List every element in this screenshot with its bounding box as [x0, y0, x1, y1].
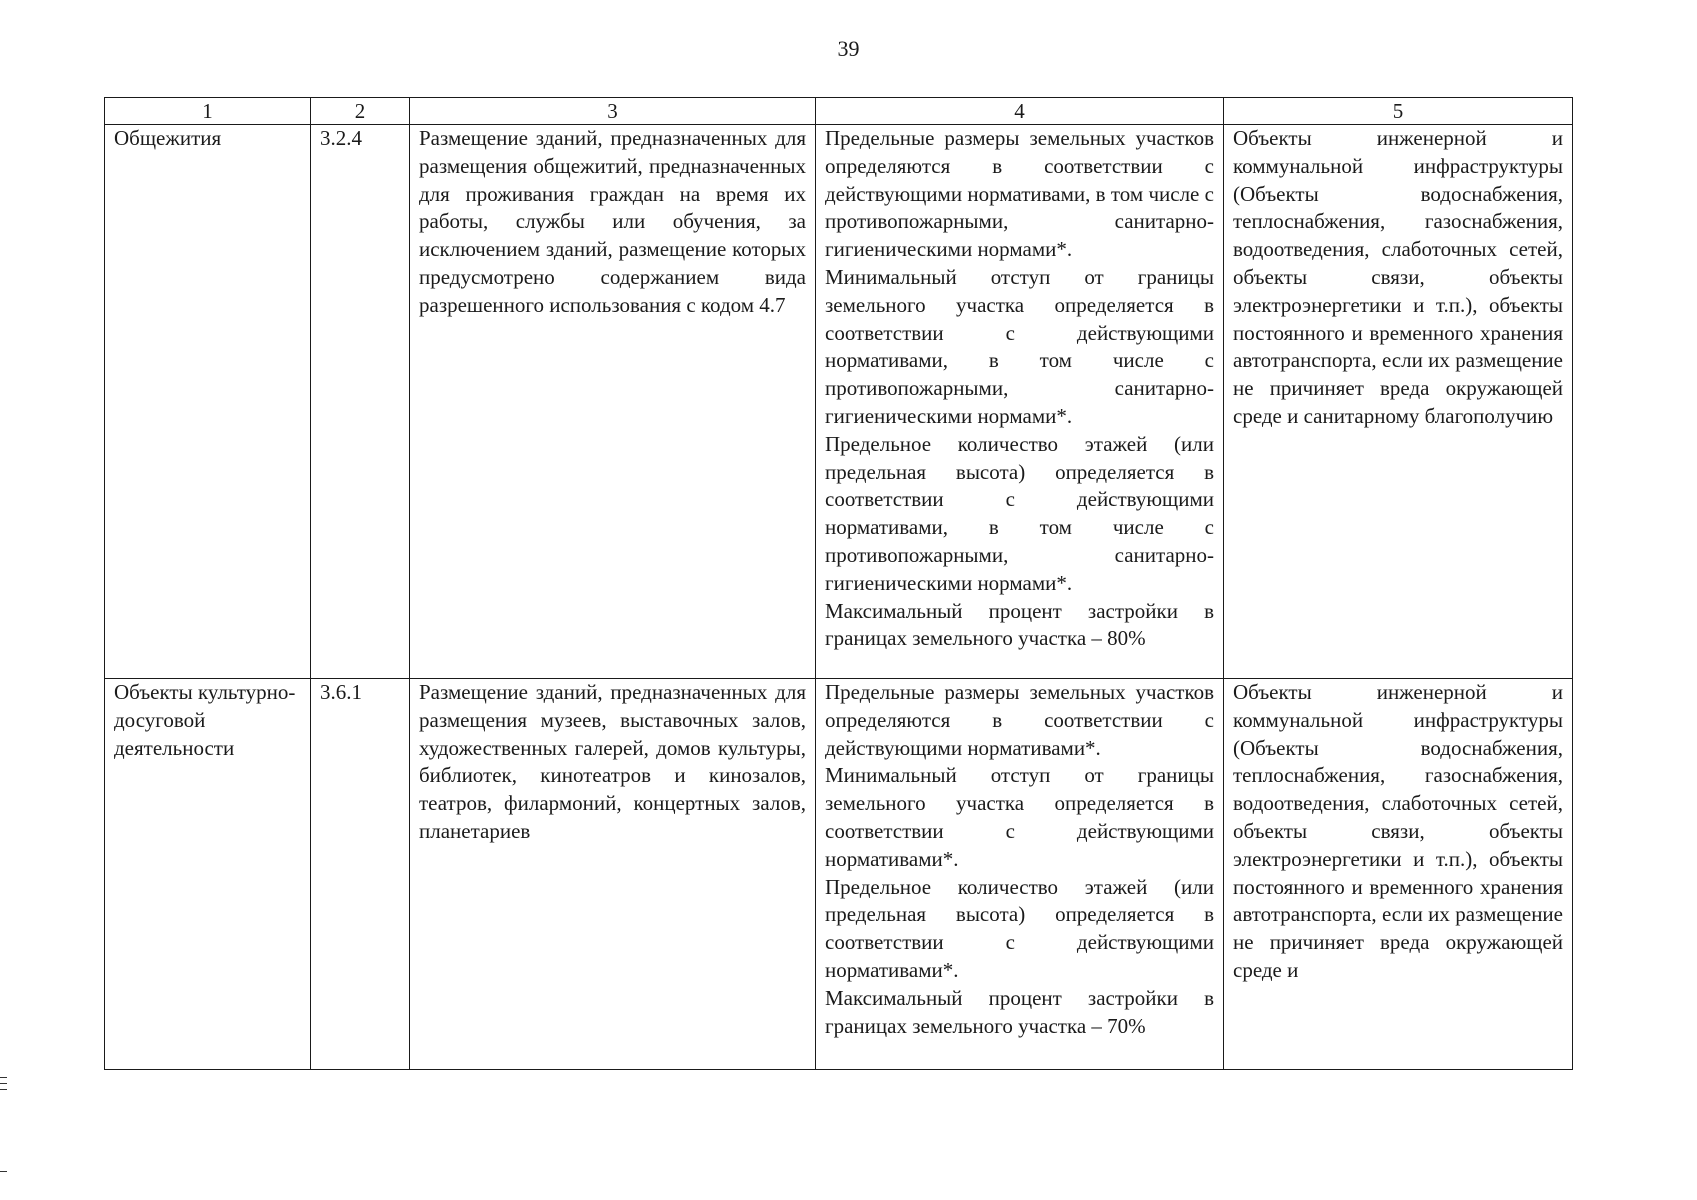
use-type-code: 3.6.1 [311, 679, 410, 1070]
parameter-max-coverage: Максимальный процент застройки в границах земельного участка – 70% [825, 985, 1214, 1038]
column-header-2: 2 [311, 98, 410, 125]
auxiliary-uses: Объекты инженерной и коммунальной инфраструктуры (Объекты водоснабжения, теплоснабжения, газоснабжения, водоотведения, слаботочных сетей, объекты связи, объекты электроэнергетики и т.п.), объекты постоянного и временного хранения автотранспорта, если их размещение не причиняет вреда окружающей среде и [1224, 679, 1573, 1070]
column-header-5: 5 [1224, 98, 1573, 125]
parameter-plot-size: Предельные размеры земельных участков определяются в соответствии с действующими нормативами, в том числе с противопожарными, санитарно-гигиеническими нормами*. [825, 126, 1214, 262]
margin-scan-mark [0, 1083, 7, 1084]
column-header-4: 4 [816, 98, 1224, 125]
page-number: 39 [837, 36, 860, 61]
use-type-description: Размещение зданий, предназначенных для размещения общежитий, предназначенных для проживания граждан на время их работы, службы или обучения, за исключением зданий, размещение которых предусмотрено содержанием вида разрешенного использования с кодом 4.7 [410, 125, 816, 679]
margin-scan-mark [0, 1171, 7, 1172]
parameter-min-setback: Минимальный отступ от границы земельного участка определяется в соответствии с действующими нормативами*. [825, 763, 1214, 871]
use-type-name: Общежития [105, 125, 311, 679]
column-number-header-row [105, 98, 1573, 125]
table-row [105, 679, 1573, 1070]
auxiliary-uses: Объекты инженерной и коммунальной инфраструктуры (Объекты водоснабжения, теплоснабжения, газоснабжения, водоотведения, слаботочных сетей, объекты связи, объекты электроэнергетики и т.п.), объекты постоянного и временного хранения автотранспорта, если их размещение не причиняет вреда окружающей среде и санитарному благополучию [1224, 125, 1573, 679]
margin-scan-mark [0, 1077, 7, 1078]
parameter-max-coverage: Максимальный процент застройки в границах земельного участка – 80% [825, 598, 1214, 651]
column-header-1: 1 [105, 98, 311, 125]
parameter-min-setback: Минимальный отступ от границы земельного участка определяется в соответствии с действующими нормативами, в том числе с противопожарными, санитарно-гигиеническими нормами*. [825, 264, 1214, 428]
parameter-max-floors: Предельное количество этажей (или предельная высота) определяется в соответствии с действующими нормативами*. [825, 874, 1214, 982]
use-type-description: Размещение зданий, предназначенных для размещения музеев, выставочных залов, художественных галерей, домов культуры, библиотек, кинотеатров и кинозалов, театров, филармоний, концертных залов, планетариев [410, 679, 816, 1070]
parameters-cell [816, 679, 1224, 1070]
parameter-max-floors: Предельное количество этажей (или предельная высота) определяется в соответствии с действующими нормативами, в том числе с противопожарными, санитарно-гигиеническими нормами*. [825, 431, 1214, 595]
margin-scan-mark [0, 1089, 7, 1090]
use-type-name: Объекты культурно-досуговой деятельности [105, 679, 311, 1070]
parameters-cell [816, 125, 1224, 679]
permitted-use-table [104, 97, 1573, 1070]
parameter-plot-size: Предельные размеры земельных участков определяются в соответствии с действующими нормативами*. [825, 680, 1214, 760]
column-header-3: 3 [410, 98, 816, 125]
table-row [105, 125, 1573, 679]
use-type-code: 3.2.4 [311, 125, 410, 679]
